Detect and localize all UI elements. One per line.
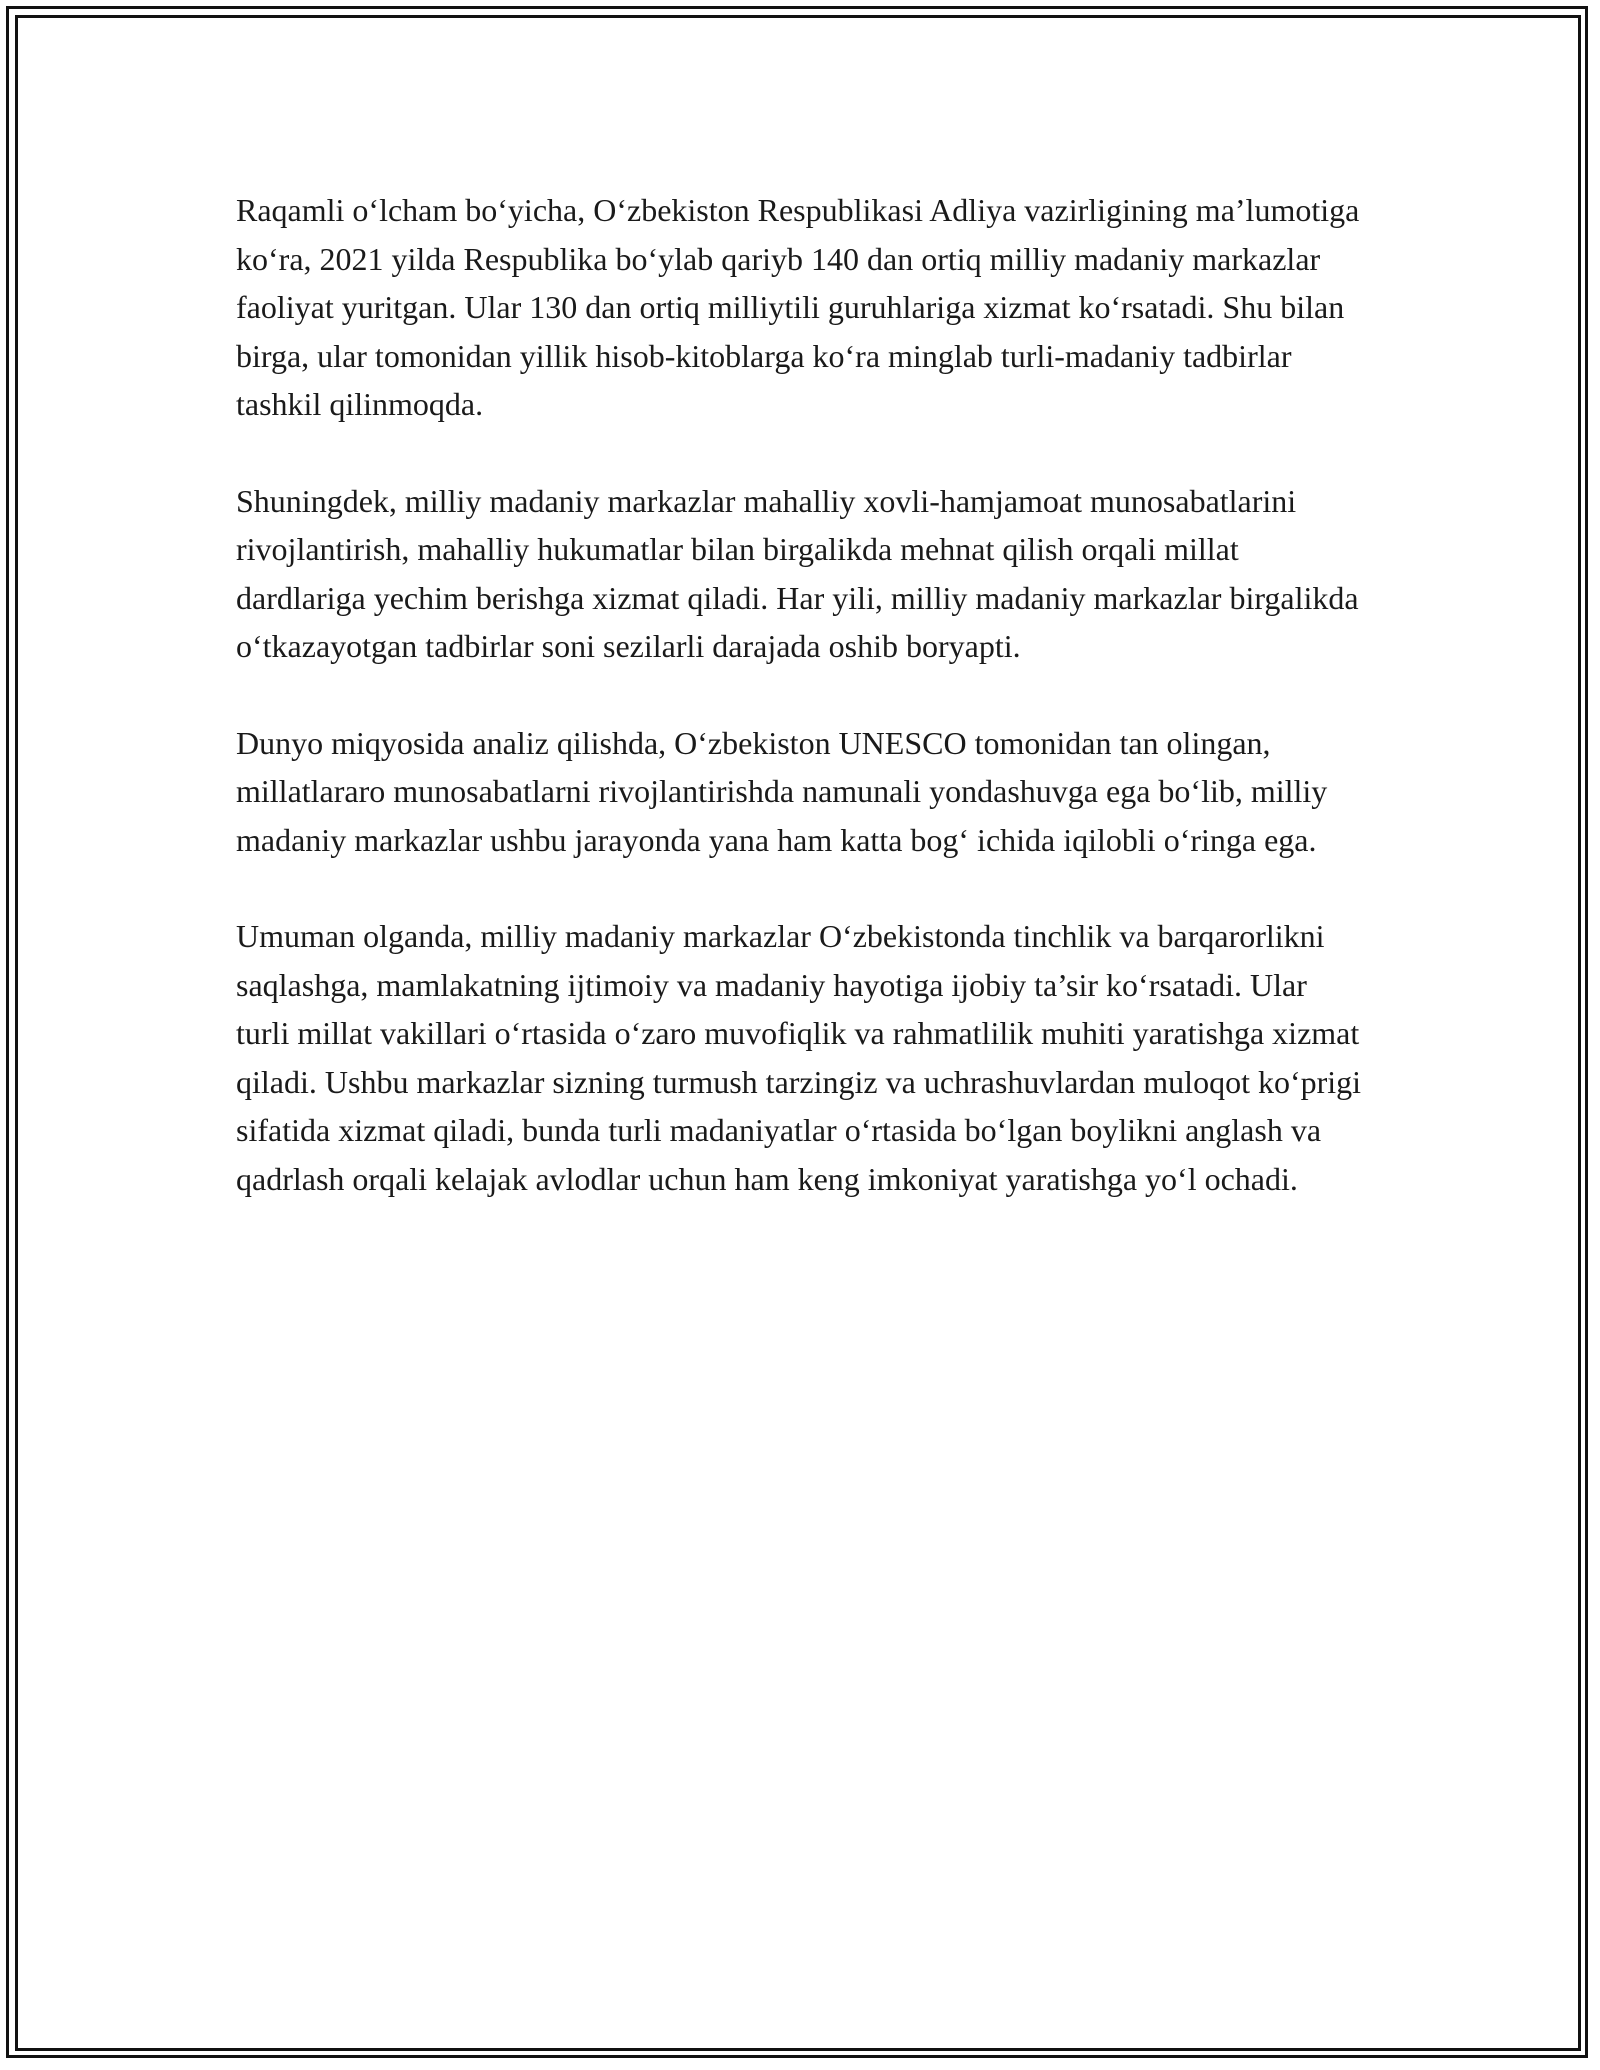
paragraph-2: Shuningdek, milliy madaniy markazlar mahalliy xovli-hamjamoat munosabatlarini rivojlantirish, mahalliy hukumatlar bilan birgalikda mehnat qilish orqali millat dardlariga yechim berishga xizmat qiladi. Har yili, milliy madaniy markazlar birgalikda o‘tkazayotgan tadbirlar soni sezilarli darajada oshib boryapti. bbox=[236, 482, 1359, 664]
paragraph-1: Raqamli o‘lcham bo‘yicha, O‘zbekiston Respublikasi Adliya vazirligining ma’lumotiga ko‘ra, 2021 yilda Respublika bo‘ylab qariyb 140 dan ortiq milliy madaniy markazlar faoliyat yuritgan. Ular 130 dan ortiq milliytili guruhlariga xizmat ko‘rsatadi. Shu bilan birga, ular tomonidan yillik hisob-kitoblarga ko‘ra minglab turli-madaniy tadbirlar tashkil qilinmoqda. bbox=[236, 192, 1360, 422]
document-body bbox=[236, 186, 1366, 1251]
paragraph-3: Dunyo miqyosida analiz qilishda, O‘zbekiston UNESCO tomonidan tan olingan, millatlararo munosabatlarni rivojlantirishda namunali yondashuvga ega bo‘lib, milliy madaniy markazlar ushbu jarayonda yana ham katta bog‘ ichida iqilobli o‘ringa ega. bbox=[236, 724, 1328, 858]
paragraph-4: Umuman olganda, milliy madaniy markazlar O‘zbekistonda tinchlik va barqarorlikni saqlashga, mamlakatning ijtimoiy va madaniy hayotiga ijobiy ta’sir ko‘rsatadi. Ular turli millat vakillari o‘rtasida o‘zaro muvofiqlik va rahmatlilik muhiti yaratishga xizmat qiladi. Ushbu markazlar sizning turmush tarzingiz va uchrashuvlardan muloqot ko‘prigi sifatida xizmat qiladi, bunda turli madaniyatlar o‘rtasida bo‘lgan boylikni anglash va qadrlash orqali kelajak avlodlar uchun ham keng imkoniyat yaratishga yo‘l ochadi. bbox=[236, 918, 1362, 1197]
